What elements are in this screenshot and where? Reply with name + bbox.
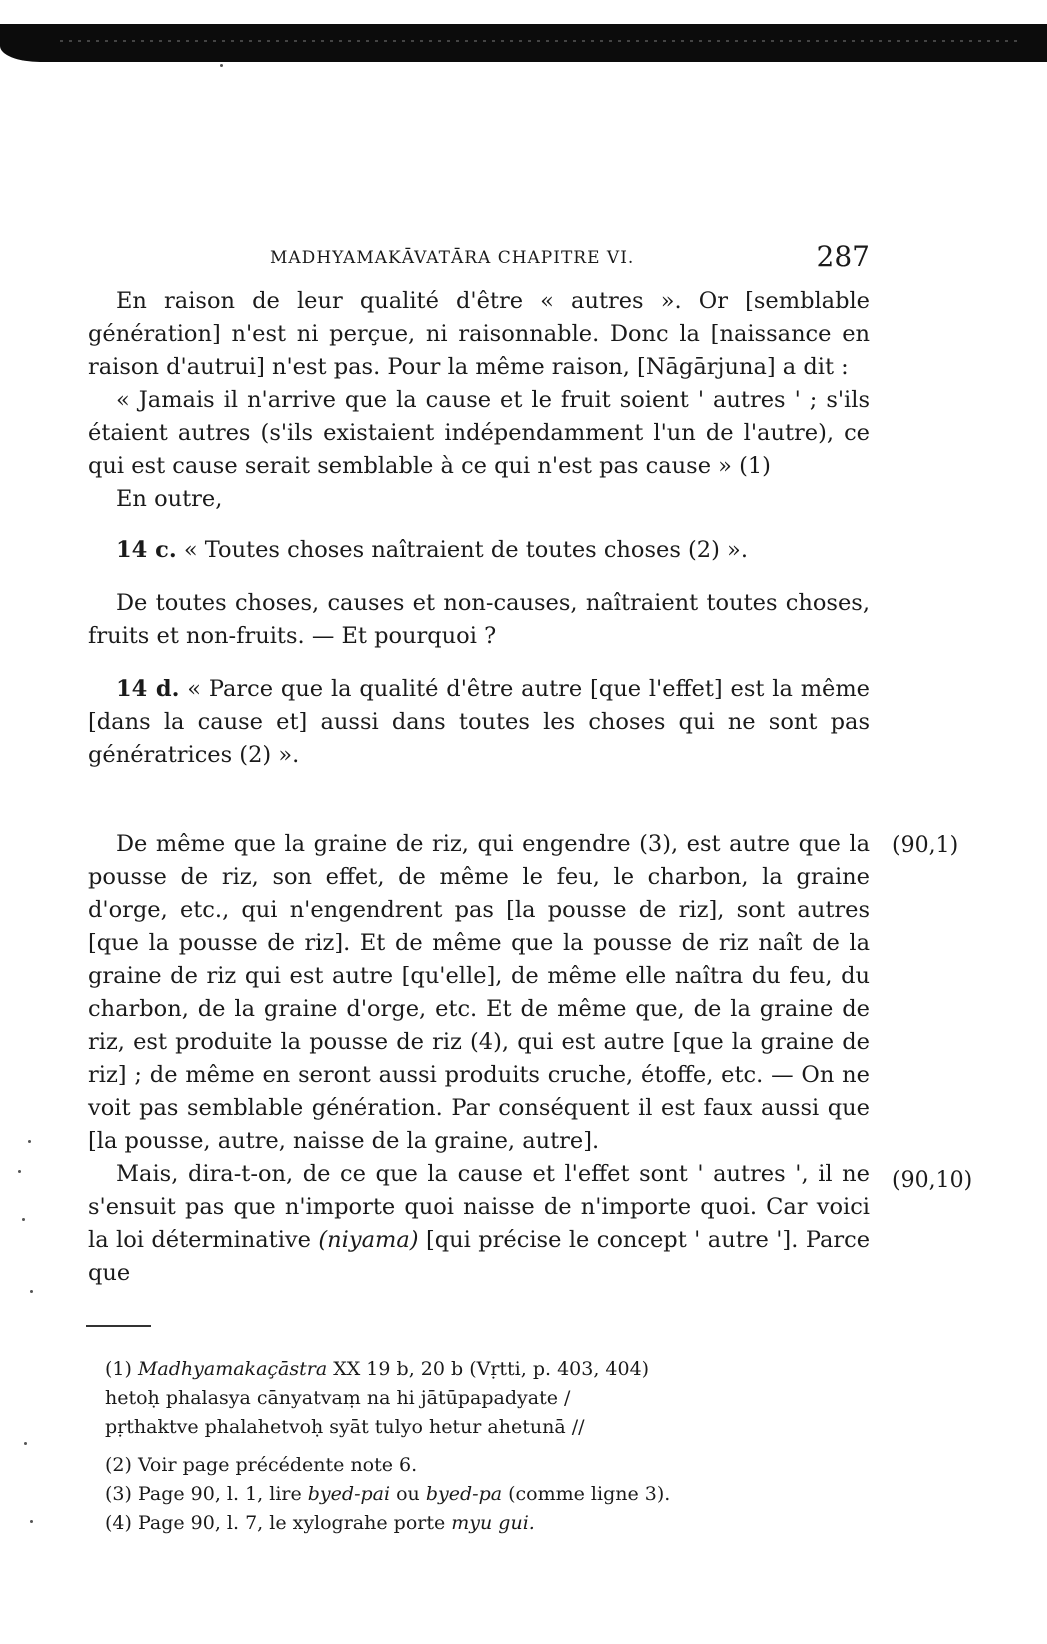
margin-ref-90-1: (90,1) — [892, 833, 959, 858]
main-text-top — [88, 285, 870, 772]
footnote-3-b: ou — [396, 1483, 420, 1505]
paragraph-3: De même que la graine de riz, qui engendre (3), est autre que la pousse de riz, son effet, de même le feu, le charbon, la graine d'orge, etc., qui n'engendrent pas [la pousse de riz], sont autres [que la pousse de riz]. Et de même que la pousse de riz naît de la graine de riz qui est autre [qu'elle], de même elle naîtra du feu, du charbon, de la graine d'orge, etc. Et de même que, de la graine de riz, est produite la pousse de riz (4), qui est autre [que la graine de riz] ; de même en seront aussi produits cruche, étoffe, etc. — On ne voit pas semblable génération. Par conséquent il est faux aussi que [la pousse, autre, naisse de la graine, autre]. — [88, 831, 870, 1154]
paragraph-2: De toutes choses, causes et non-causes, naîtraient toutes choses, fruits et non-fruits. — Et pourquoi ? — [88, 590, 870, 649]
footnote-3-c: (comme ligne 3). — [508, 1483, 671, 1505]
main-text-bottom — [88, 828, 870, 1290]
footnote-rule — [86, 1325, 151, 1327]
scan-speck — [18, 1170, 21, 1173]
paragraph-4-c: Parce que — [88, 1227, 871, 1286]
scan-edge-bar — [0, 24, 1047, 62]
verse-14d-number: 14 d. — [116, 676, 180, 702]
en-outre: En outre, — [116, 486, 223, 512]
footnote-1-verse-1: hetoḥ phalasya cānyatvaṃ na hi jātūpapadyate / — [105, 1387, 571, 1409]
footnote-1-verse-2: pṛthaktve phalahetvoḥ syāt tulyo hetur ahetunā // — [105, 1416, 585, 1438]
footnote-4-a: (4) Page 90, l. 7, le xylograhe porte — [105, 1512, 446, 1534]
footnote-1 — [105, 1355, 865, 1384]
niyama-term: (niyama) — [318, 1227, 419, 1253]
paragraph-4-a: Mais, dira-t-on, de ce que la cause et l'effet sont ' autres ', il ne s'ensuit pas que n'importe quoi naisse de n'importe quoi. Car voici la loi déterminative — [88, 1161, 870, 1253]
page-number: 287 — [816, 240, 870, 273]
scan-speck — [28, 1140, 31, 1143]
scan-speck — [220, 64, 223, 67]
footnote-4 — [105, 1509, 865, 1538]
paragraph-4 — [88, 1158, 870, 1290]
scan-speck — [22, 1218, 25, 1221]
page-header — [270, 240, 870, 280]
footnote-2: (2) Voir page précédente note 6. — [105, 1454, 418, 1476]
footnote-4-term: myu gui. — [451, 1512, 535, 1534]
paragraph-4-b: [qui précise le concept ' autre ']. — [425, 1227, 799, 1253]
footnote-3 — [105, 1480, 865, 1509]
footnotes — [105, 1355, 865, 1538]
scan-speck — [30, 1520, 33, 1523]
paragraph-1: En raison de leur qualité d'être « autres ». Or [semblable génération] n'est ni perçue, ni raisonnable. Donc la [naissance en raison d'autrui] n'est pas. Pour la même raison, [Nāgārjuna] a dit : — [88, 288, 870, 380]
verse-14c — [88, 534, 870, 567]
margin-ref-90-10: (90,10) — [892, 1168, 973, 1193]
verse-14c-text: « Toutes choses naîtraient de toutes choses (2) ». — [183, 537, 748, 563]
verse-14c-number: 14 c. — [116, 537, 177, 563]
footnote-1-title: Madhyamakaçāstra — [137, 1358, 328, 1380]
scan-speck — [30, 1290, 33, 1293]
footnote-3-term-2: byed-pa — [425, 1483, 503, 1505]
scan-noise — [60, 40, 1020, 42]
scan-speck — [24, 1442, 27, 1445]
verse-14d — [88, 673, 870, 772]
nagarjuna-quote: « Jamais il n'arrive que la cause et le fruit soient ' autres ' ; s'ils étaient autres (s'ils existaient indépendamment l'un de l'autre), ce qui est cause serait semblable à ce qui n'est pas cause » (1) — [88, 387, 870, 479]
verse-14d-text: « Parce que la qualité d'être autre [que l'effet] est la même [dans la cause et] aussi dans toutes les choses qui ne sont pas génératrices (2) ». — [88, 676, 870, 768]
footnote-3-term-1: byed-pai — [307, 1483, 391, 1505]
footnote-1-ref: XX 19 b, 20 b (Vṛtti, p. 403, 404) — [333, 1358, 650, 1380]
footnote-3-a: (3) Page 90, l. 1, lire — [105, 1483, 302, 1505]
footnote-1-mark: (1) — [105, 1358, 132, 1380]
running-title: MADHYAMAKĀVATĀRA CHAPITRE VI. — [270, 248, 635, 268]
